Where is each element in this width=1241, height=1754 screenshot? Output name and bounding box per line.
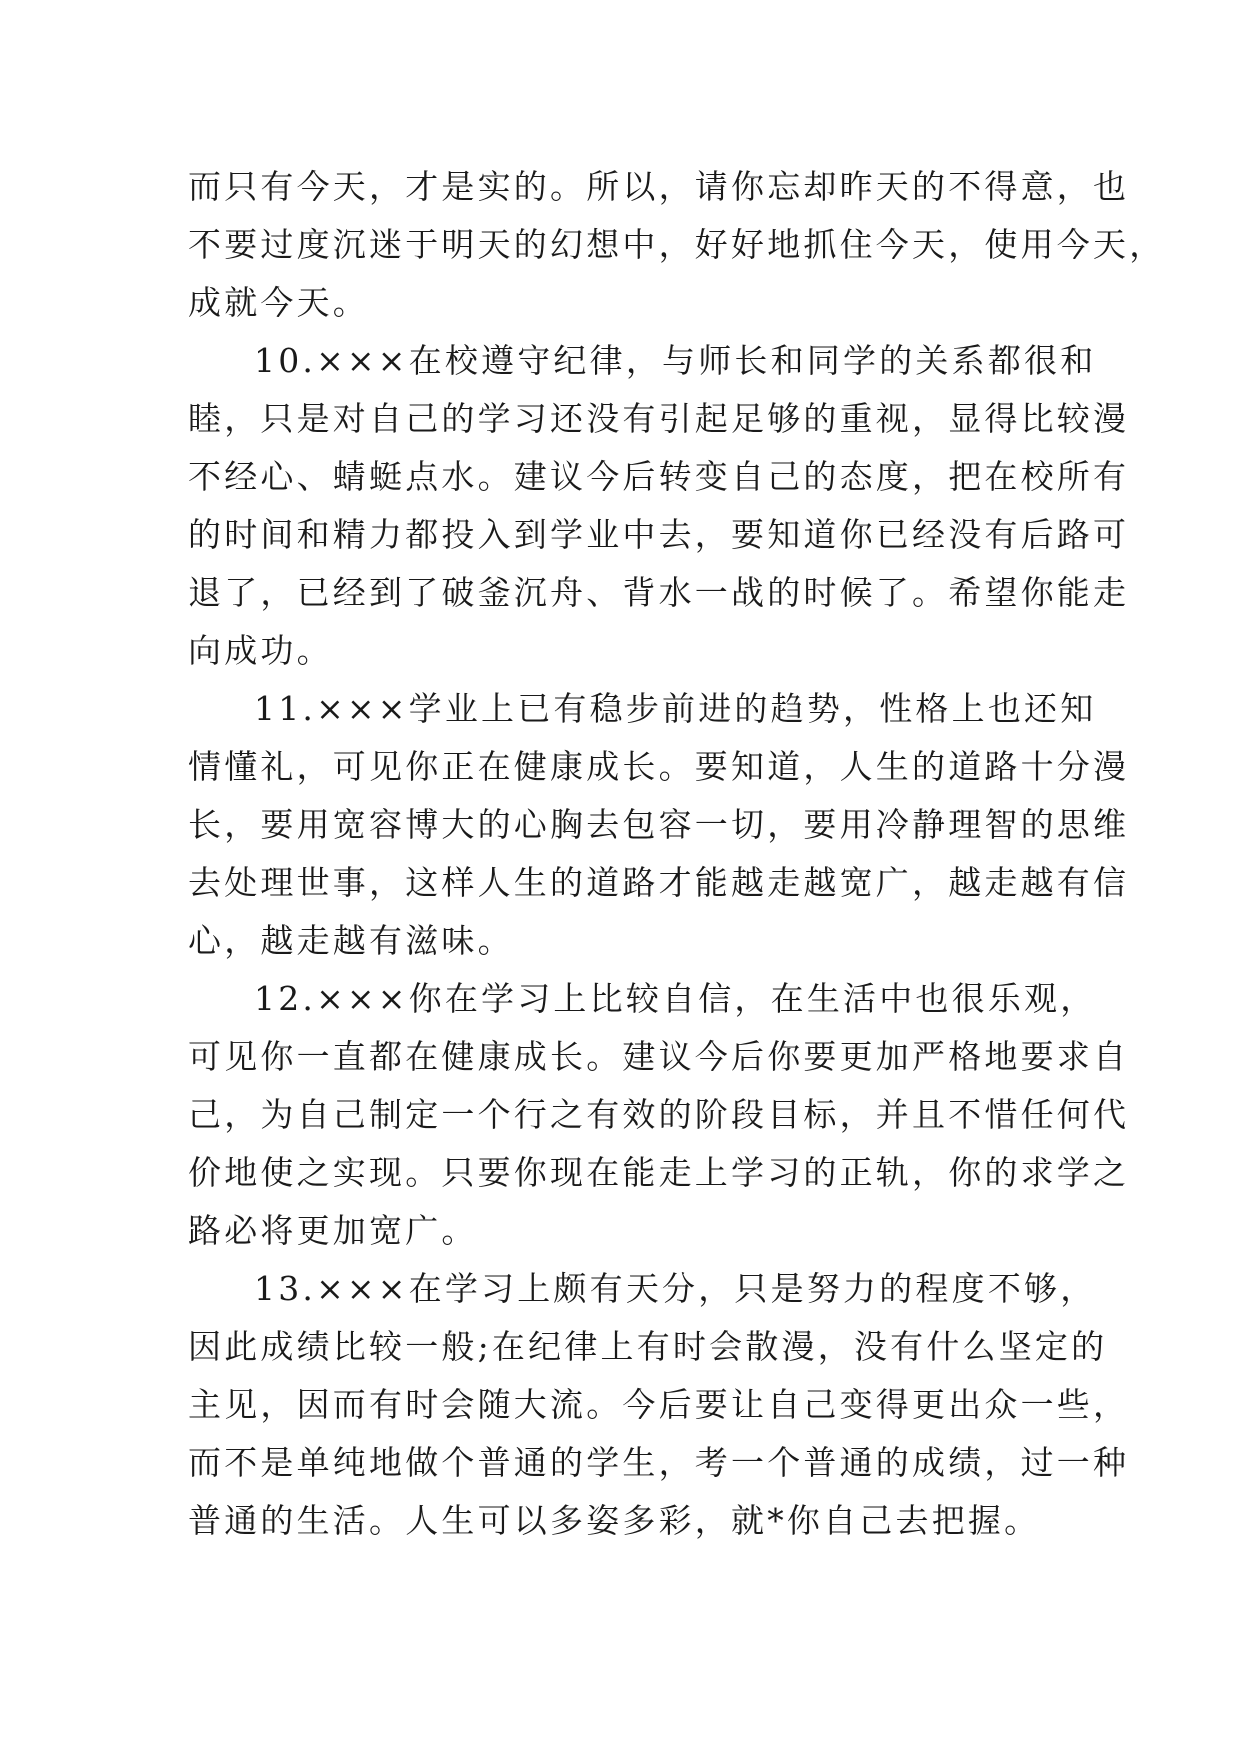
text-line: 11.×××学业上已有稳步前进的趋势，性格上也还知	[254, 689, 1097, 728]
text-line: 己，为自己制定一个行之有效的阶段目标，并且不惜任何代	[188, 1095, 1130, 1134]
text-line: 睦，只是对自己的学习还没有引起足够的重视，显得比较漫	[188, 399, 1130, 438]
text-line: 10.×××在校遵守纪律，与师长和同学的关系都很和	[254, 341, 1097, 380]
text-line: 不要过度沉迷于明天的幻想中，好好地抓住今天，使用今天，	[188, 225, 1166, 264]
text-line: 长，要用宽容博大的心胸去包容一切，要用冷静理智的思维	[188, 805, 1130, 844]
text-line: 13.×××在学习上颇有天分，只是努力的程度不够，	[254, 1269, 1097, 1308]
paragraph-12	[188, 970, 1130, 1260]
text-line: 价地使之实现。只要你现在能走上学习的正轨，你的求学之	[188, 1153, 1130, 1192]
paragraph-11	[188, 680, 1130, 970]
text-line: 退了，已经到了破釜沉舟、背水一战的时候了。希望你能走	[188, 573, 1130, 612]
paragraph-continued	[188, 158, 1166, 332]
text-line: 而不是单纯地做个普通的学生，考一个普通的成绩，过一种	[188, 1443, 1130, 1482]
text-line: 而只有今天，才是实的。所以，请你忘却昨天的不得意，也	[188, 167, 1130, 206]
text-line: 普通的生活。人生可以多姿多彩，就*你自己去把握。	[188, 1501, 1041, 1540]
paragraph-13	[188, 1260, 1130, 1550]
text-line: 的时间和精力都投入到学业中去，要知道你已经没有后路可	[188, 515, 1130, 554]
text-line: 路必将更加宽广。	[188, 1211, 478, 1250]
text-line: 成就今天。	[188, 283, 369, 322]
text-line: 可见你一直都在健康成长。建议今后你要更加严格地要求自	[188, 1037, 1130, 1076]
text-line: 因此成绩比较一般;在纪律上有时会散漫，没有什么坚定的	[188, 1327, 1108, 1366]
text-line: 情懂礼，可见你正在健康成长。要知道，人生的道路十分漫	[188, 747, 1130, 786]
text-line: 不经心、蜻蜓点水。建议今后转变自己的态度，把在校所有	[188, 457, 1130, 496]
paragraph-10	[188, 332, 1130, 680]
text-line: 12.×××你在学习上比较自信，在生活中也很乐观，	[254, 979, 1097, 1018]
text-line: 主见，因而有时会随大流。今后要让自己变得更出众一些，	[188, 1385, 1130, 1424]
text-line: 去处理世事，这样人生的道路才能越走越宽广，越走越有信	[188, 863, 1130, 902]
text-line: 向成功。	[188, 631, 333, 670]
document-body	[188, 158, 1166, 1550]
text-line: 心，越走越有滋味。	[188, 921, 514, 960]
